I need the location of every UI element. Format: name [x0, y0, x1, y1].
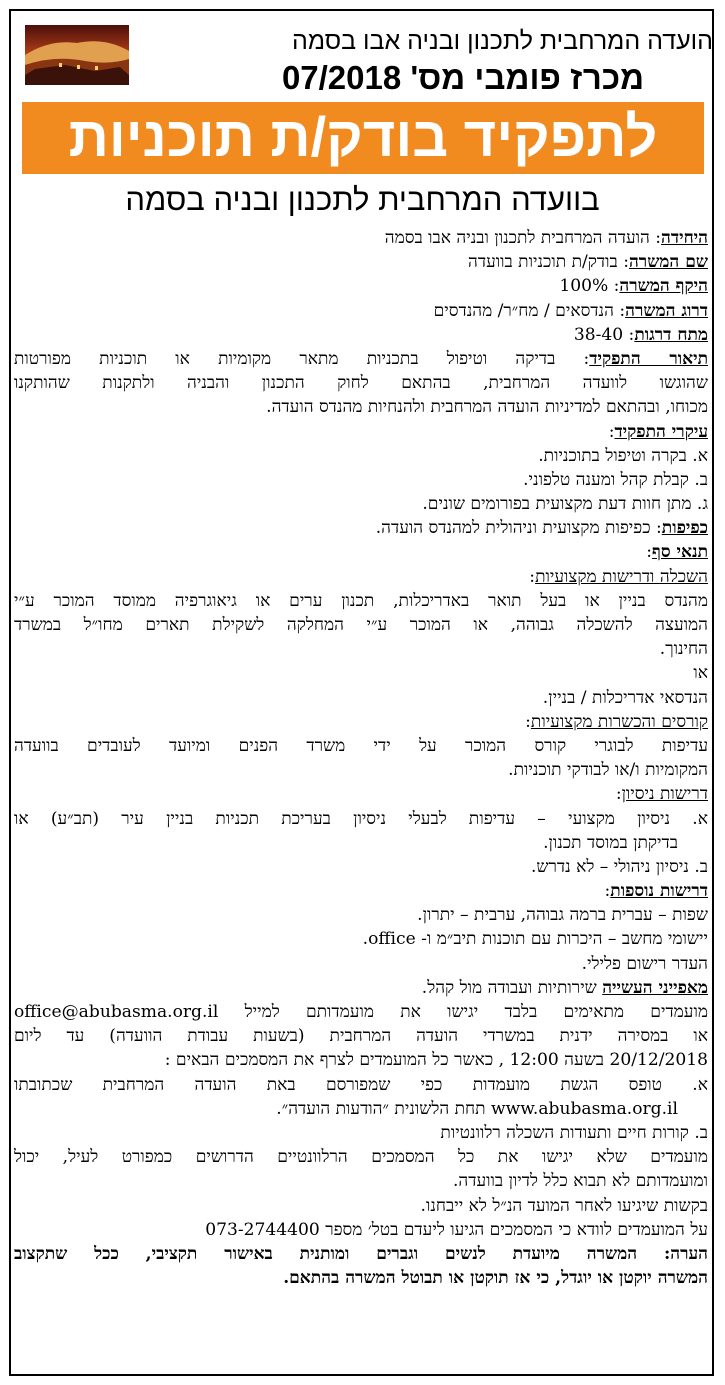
logo-landscape-image: [25, 25, 129, 85]
record-line: העדר רישום פלילי.: [581, 953, 708, 974]
submission-line: מועמדים מתאימים בלבד יגישו את מועמדותם למייל office@abubasma.org.il: [14, 1002, 708, 1022]
submission-item: א. טופס הגשת מועמדות כפי שמפורסם באת הועדה המרחבית שכתובתו: [14, 1074, 708, 1095]
submission-note: מועמדים שלא יגישו את כל המסמכים הרלוונטיים הדרושים כמפורט לעיל, יכול: [14, 1147, 708, 1168]
email-link[interactable]: office@abubasma.org.il: [14, 1002, 219, 1022]
submission-line: 20/12/2018 בשעה 12:00 , כאשר כל המועמדים לצרף את המסמכים הבאים :: [164, 1050, 708, 1071]
verify-line: על המועמדים לוודא כי המסמכים הגיעו ליעדם בטל׳ מספר 073-2744400: [205, 1219, 708, 1240]
threshold-heading: תנאי סף:: [646, 542, 708, 563]
or-text: או: [693, 663, 708, 684]
subordination-line: כפיפות: כפיפות מקצועית וניהולית למהנדס הועדה.: [375, 518, 708, 539]
position-line: שם המשרה: בודק/ת תוכניות בוועדה: [468, 252, 708, 273]
committee-logo: [25, 25, 129, 85]
additional-heading: דרישות נוספות:: [604, 881, 708, 902]
remark-line: המשרה יוקטן או יוגדל, כי אז תוקטן או תבוטל המשרה בהתאם.: [283, 1268, 708, 1289]
experience-item: בדיקתן במוסד תכנון.: [543, 832, 678, 853]
submission-item: ב. קורות חיים ותעודות השכלה רלוונטיות: [440, 1122, 708, 1143]
ad-body: [14, 226, 708, 1290]
submission-line: או במסירה ידנית במשרדי הועדה המרחבית (בשעות עבודת הוועדה) עד ליום: [14, 1026, 708, 1047]
scope-line: היקף המשרה: 100%: [559, 276, 708, 297]
rank-line: דרוג המשרה: הנדסאים / מח״ר/ מהנדסים: [433, 300, 708, 321]
title-banner: [22, 102, 704, 174]
grades-line: מתח דרגות: 38-40: [573, 324, 708, 345]
duty-item: ג. מתן חוות דעת מקצועית בפורומים שונים.: [422, 494, 708, 515]
characteristics-line: מאפייני העשייה שירותיות ועבודה מול קהל.: [421, 977, 708, 998]
education-heading: השכלה ודרישות מקצועיות:: [529, 566, 708, 587]
courses-line: עדיפות לבוגרי קורס המוכר על ידי משרד הפנים ומיועד לעובדים בוועדה: [14, 735, 708, 756]
subheading: בוועדה המרחבית לתכנון ובניה בסמה: [125, 182, 600, 217]
banner-title: לתפקיד בודק/ת תוכניות: [68, 105, 658, 168]
experience-item: א. ניסיון מקצועי – עדיפות לבעלי ניסיון בעריכת תכניות בניין עיר (תב״ע) או: [14, 808, 708, 829]
courses-line: המקומיות ו/או לבודקי תוכניות.: [508, 760, 708, 781]
computers-line: יישומי מחשב – היכרות עם תוכנות תיב״מ ו- office.: [362, 929, 708, 950]
description-line: תיאור התפקיד: בדיקה וטיפול בתכניות מתאר מקומיות או תוכניות מפורטות: [14, 348, 708, 369]
submission-note: ומועמדותם לא תבוא כלל לדיון בוועדה.: [452, 1171, 708, 1192]
committee-name: הועדה המרחבית לתכנון ובניה אבו בסמה: [291, 27, 713, 55]
description-line: מכוחו, ובהתאם למדיניות הועדה המרחבית ולהנחיות מהנדס הועדה.: [266, 397, 708, 418]
education-alt: הנדסאי אדריכלות / בניין.: [542, 687, 708, 708]
deadline-time: 12:00: [509, 1050, 559, 1071]
duties-heading: עיקרי התפקיד:: [608, 421, 708, 442]
remark-line: הערה: המשרה מיועדת לנשים וגברים ומותנית באישור תקציבי, ככל שתקצוב: [14, 1243, 708, 1264]
courses-heading: קורסים והכשרות מקצועיות:: [525, 711, 708, 732]
submission-item: www.abubasma.org.il תחת הלשונית ״הודעות הועדה״.: [276, 1098, 678, 1119]
experience-heading: דרישות ניסיון:: [615, 784, 708, 805]
tender-number: מכרז פומבי מס' 07/2018: [281, 59, 645, 96]
education-line: החינוך.: [659, 639, 708, 660]
education-line: המועצה להשכלה גבוהה, או המוכר ע״י המחלקה לשקילת תארים מחו״ל במשרד: [14, 615, 708, 635]
duty-item: א. בקרה וטיפול בתוכניות.: [538, 445, 708, 466]
late-notice: בקשות שיגיעו לאחר המועד הנ״ל לא ייבחנו.: [420, 1195, 708, 1216]
languages-line: שפות – עברית ברמה גבוהה, ערבית – יתרון.: [417, 905, 708, 926]
duty-item: ב. קבלת קהל ומענה טלפוני.: [523, 469, 708, 490]
education-line: מהנדס בניין או בעל תואר באדריכלות, תכנון ערים או גיאוגרפיה ממוסד המוכר ע״י: [14, 590, 708, 611]
phone-number: 073-2744400: [205, 1219, 320, 1240]
website-link[interactable]: www.abubasma.org.il: [491, 1098, 678, 1119]
deadline-date: 20/12/2018: [609, 1050, 708, 1071]
description-line: שהוגשו לוועדה המרחבית, בהתאם לחוק התכנון והבניה ולתקנות שהותקנו: [14, 373, 708, 394]
experience-item: ב. ניסיון ניהולי – לא נדרש.: [530, 856, 708, 877]
unit-line: היחידה: הועדה המרחבית לתכנון ובניה אבו בסמה: [384, 228, 708, 248]
